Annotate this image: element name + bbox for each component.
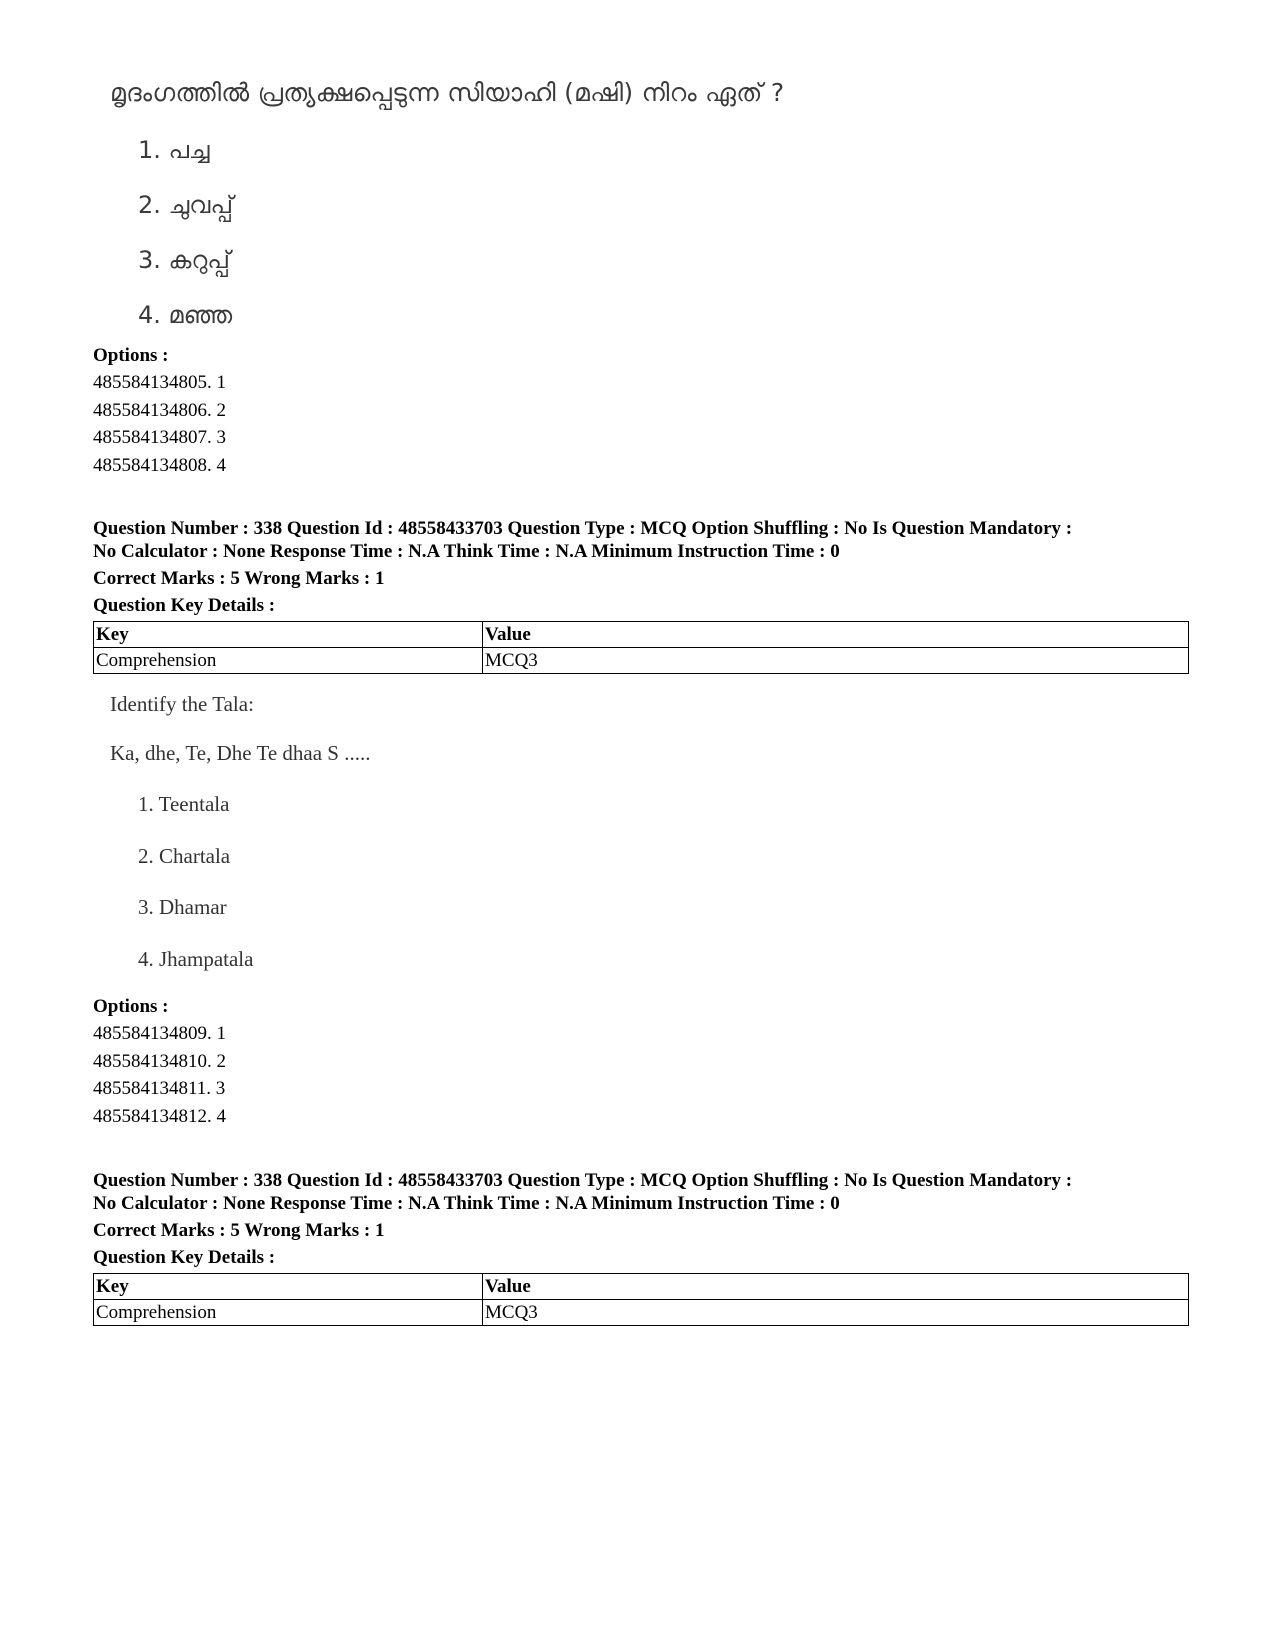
marks-line: Correct Marks : 5 Wrong Marks : 1 (93, 568, 385, 589)
key-value-table (93, 1273, 1189, 1326)
option-line: 485584134812. 4 (93, 1106, 226, 1127)
option-line: 485584134808. 4 (93, 455, 226, 476)
options-label: Options : (93, 996, 169, 1017)
table-row (94, 1274, 1189, 1300)
question-meta (93, 1169, 1203, 1215)
meta-line-2: No Calculator : None Response Time : N.A Think Time : N.A Minimum Instruction Time : 0 (93, 541, 840, 562)
table-row (94, 1300, 1189, 1326)
meta-line-1: Question Number : 338 Question Id : 48558433703 Question Type : MCQ Option Shuffling : No Is Question Mandatory : (93, 518, 1073, 539)
choice-1: 1. പച്ച (138, 136, 210, 164)
table-row (94, 648, 1189, 674)
table-cell-value: MCQ3 (483, 648, 1189, 674)
marks-line: Correct Marks : 5 Wrong Marks : 1 (93, 1220, 385, 1241)
options-label: Options : (93, 345, 169, 366)
option-line: 485584134805. 1 (93, 372, 226, 393)
choice-4: 4. Jhampatala (138, 947, 254, 971)
question-text-malayalam: മൃദംഗത്തിൽ പ്രത്യക്ഷപ്പെടുന്ന സിയാഹി (മഷി) നിറം ഏത് ? (110, 78, 785, 107)
choice-2: 2. ചുവപ്പ് (138, 191, 234, 219)
table-cell-key: Comprehension (94, 648, 483, 674)
choice-3: 3. കറുപ്പ് (138, 246, 230, 274)
question-text: Ka, dhe, Te, Dhe Te dhaa S ..... (110, 741, 371, 765)
choice-4: 4. മഞ്ഞ (138, 301, 233, 329)
option-line: 485584134811. 3 (93, 1078, 226, 1099)
question-title: Identify the Tala: (110, 692, 254, 716)
choice-1: 1. Teentala (138, 792, 230, 816)
table-header-value: Value (483, 622, 1189, 648)
key-details-label: Question Key Details : (93, 595, 276, 616)
option-line: 485584134809. 1 (93, 1023, 226, 1044)
table-header-key: Key (94, 622, 483, 648)
table-header-key: Key (94, 1274, 483, 1300)
table-header-value: Value (483, 1274, 1189, 1300)
key-value-table (93, 621, 1189, 674)
question-meta (93, 517, 1203, 563)
option-line: 485584134807. 3 (93, 427, 226, 448)
option-line: 485584134806. 2 (93, 400, 226, 421)
meta-line-2: No Calculator : None Response Time : N.A Think Time : N.A Minimum Instruction Time : 0 (93, 1193, 840, 1214)
table-cell-key: Comprehension (94, 1300, 483, 1326)
table-cell-value: MCQ3 (483, 1300, 1189, 1326)
choice-2: 2. Chartala (138, 844, 231, 868)
key-details-label: Question Key Details : (93, 1247, 276, 1268)
choice-3: 3. Dhamar (138, 895, 227, 919)
option-line: 485584134810. 2 (93, 1051, 226, 1072)
meta-line-1: Question Number : 338 Question Id : 48558433703 Question Type : MCQ Option Shuffling : No Is Question Mandatory : (93, 1170, 1073, 1191)
table-row (94, 622, 1189, 648)
